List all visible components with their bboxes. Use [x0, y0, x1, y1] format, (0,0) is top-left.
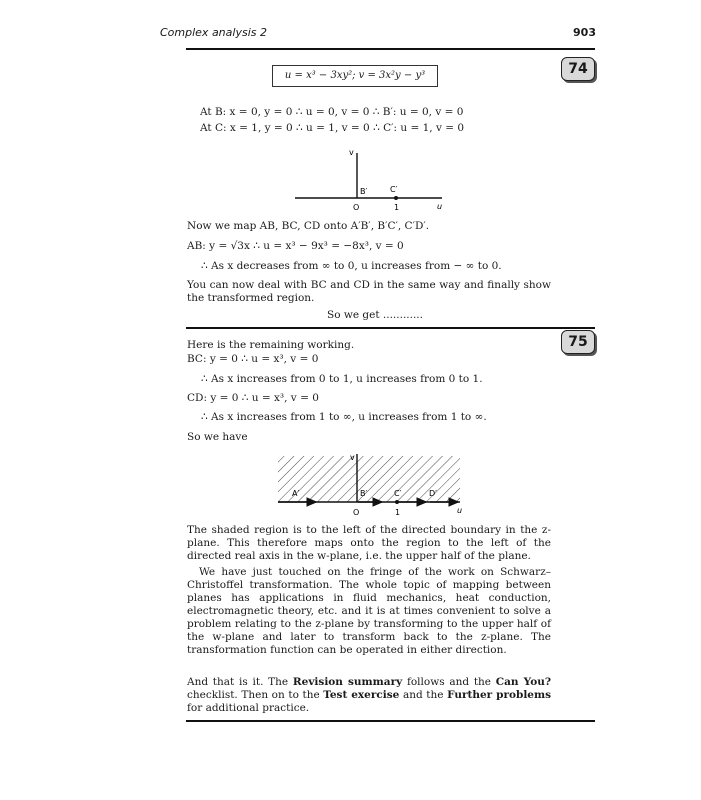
point-c-prime [395, 500, 399, 504]
ab-conclusion: ∴ As x decreases from ∞ to 0, u increases from − ∞ to 0. [201, 260, 502, 272]
closing-text-1: And that is it. The [187, 676, 293, 688]
d-prime-label: D′ [429, 489, 437, 498]
footer-rule [186, 720, 595, 722]
point-b-mapping: At B: x = 0, y = 0 ∴ u = 0, v = 0 ∴ B′: u = 0, v = 0 [200, 106, 464, 118]
u-axis-label: u [457, 506, 463, 515]
frame-number-75: 75 [561, 330, 595, 354]
frame-number-74: 74 [561, 57, 595, 81]
v-axis-label: v [350, 453, 355, 462]
bc-conclusion: ∴ As x increases from 0 to 1, u increases from 0 to 1. [201, 373, 483, 385]
cd-working: CD: y = 0 ∴ u = x³, v = 0 [187, 392, 319, 404]
can-you-checklist-link: Can You? [495, 676, 551, 688]
remaining-working-intro: Here is the remaining working. [187, 339, 355, 351]
a-prime-label: A′ [292, 489, 300, 498]
revision-summary-link: Revision summary [292, 676, 403, 688]
point-c-mapping: At C: x = 1, y = 0 ∴ u = 1, v = 0 ∴ C′: u = 1, v = 0 [200, 122, 465, 134]
further-problems-link: Further problems [447, 689, 552, 701]
header-rule [186, 48, 595, 50]
point-c-prime [394, 196, 398, 200]
page-number: 903 [573, 26, 596, 39]
c-prime-label: C′ [390, 185, 398, 194]
closing-text-5: for additional practice. [187, 702, 310, 714]
map-statement: Now we map AB, BC, CD onto A′B′, B′C′, C′D′. [187, 220, 430, 232]
so-we-get: So we get ............ [327, 309, 423, 321]
b-prime-label: B′ [360, 489, 368, 498]
test-exercise-link: Test exercise [323, 689, 400, 701]
so-we-have: So we have [187, 431, 248, 443]
w-plane-diagram-74 [280, 145, 460, 215]
cd-conclusion: ∴ As x increases from 1 to ∞, u increases from 1 to ∞. [201, 411, 487, 423]
ab-working: AB: y = √3x ∴ u = x³ − 9x³ = −8x³, v = 0 [187, 240, 404, 252]
schwarz-christoffel-paragraph: We have just touched on the fringe of the work on Schwarz–Christoffel transformation. The whole topic of mapping between planes has applications in fluid mechanics, heat conduction, electromagnetic theory, etc. and it is at times convenient to solve a problem relating to the z-plane by transforming to the upper half of the w-plane and later to transform back to the z-plane. The transformation function can be operated in either direction. [187, 566, 551, 656]
deal-instruction: You can now deal with BC and CD in the same way and finally show the transformed region. [187, 279, 551, 304]
closing-text-3: checklist. Then on to the [187, 689, 324, 701]
v-axis-label: v [349, 148, 354, 157]
origin-label: O [353, 203, 360, 212]
w-plane-shaded-diagram [270, 450, 470, 522]
one-label: 1 [394, 203, 400, 212]
u-axis-label: u [437, 202, 443, 211]
shaded-region-paragraph: The shaded region is to the left of the directed boundary in the z-plane. This therefore maps onto the region to the left of the directed real axis in the w-plane, i.e. the upper half of the plane. [187, 524, 551, 562]
closing-text-4: and the [399, 689, 448, 701]
frame-divider [186, 327, 595, 329]
b-prime-label: B′ [360, 187, 368, 196]
origin-label: O [353, 508, 360, 517]
bc-working: BC: y = 0 ∴ u = x³, v = 0 [187, 353, 319, 365]
c-prime-label: C′ [394, 489, 402, 498]
one-label: 1 [395, 508, 401, 517]
closing-text-2: follows and the [402, 676, 496, 688]
running-header-chapter: Complex analysis 2 [160, 26, 267, 39]
closing-paragraph [187, 676, 551, 715]
boxed-formula: u = x³ − 3xy²; v = 3x²y − y³ [272, 65, 438, 87]
